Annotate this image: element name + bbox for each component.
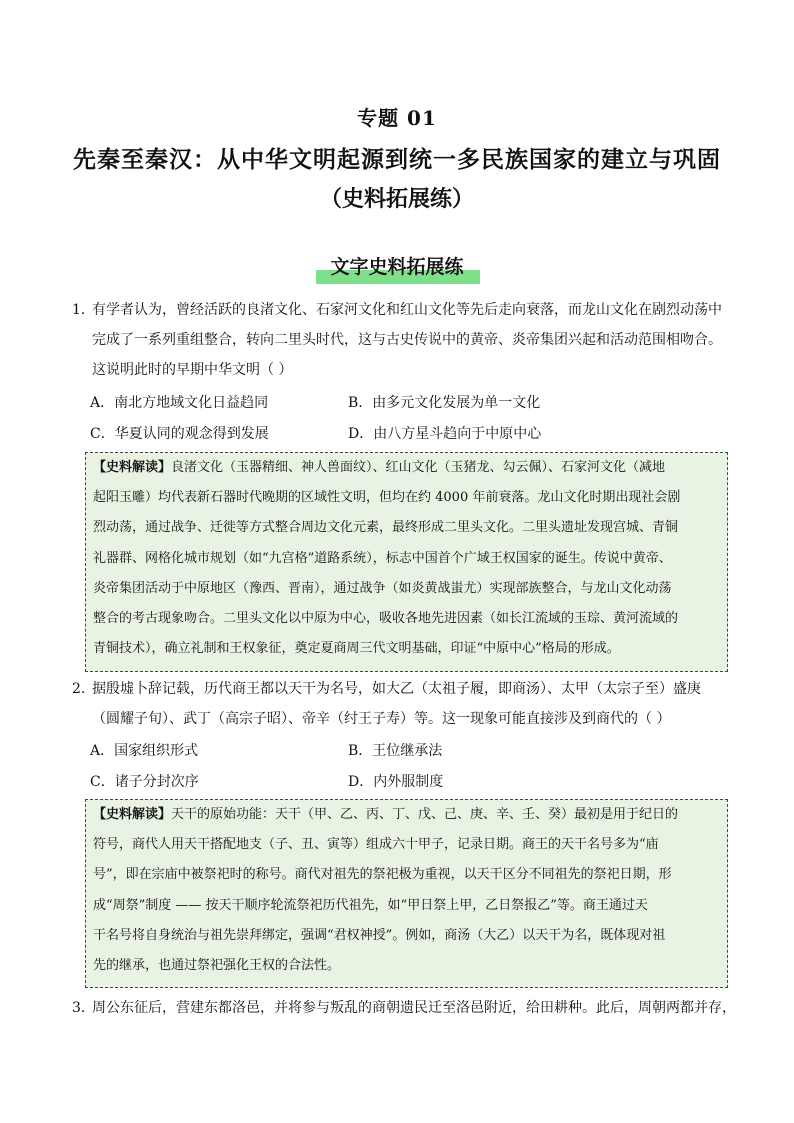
topic-number: 专题 01 [357, 106, 437, 130]
analysis-line: 炎帝集团活动于中原地区（豫西、晋南），通过战争（如炎黄战蚩尤）实现部族整合，与龙山文化动荡 [93, 580, 672, 596]
analysis-line: 礼器群、网格化城市规划（如“九宫格”道路系统），标志中国首个广域王权国家的诞生。传说中黄帝、 [93, 550, 672, 566]
stem-line: 完成了一系列重组整合，转向二里头时代，这与古史传说中的黄帝、炎帝集团兴起和活动范围相吻合。 [92, 332, 722, 348]
analysis-line: 整合的考古现象吻合。二里头文化以中原为中心，吸收各地先进因素（如长江流域的玉琮、黄河流域的 [93, 611, 679, 627]
question-2-options [90, 736, 690, 798]
option-b[interactable]: B．王位继承法 [348, 743, 443, 759]
question-number: 1． [72, 302, 95, 318]
analysis-line: 烈动荡，通过战争、迁徙等方式整合周边文化元素，最终形成二里头文化。二里头遗址发现宫城、青铜 [93, 520, 679, 536]
question-1-options [90, 388, 690, 450]
stem-line: 这说明此时的早期中华文明（ ） [92, 362, 293, 378]
analysis-tag: 【史料解读】 [93, 807, 172, 822]
option-row [90, 419, 690, 450]
stem-line: 周公东征后，营建东都洛邑，并将参与叛乱的商朝遗民迁至洛邑附近，给田耕种。此后，周朝两都并存， [92, 1000, 736, 1016]
question-3 [72, 993, 736, 1023]
question-number: 3． [72, 1000, 95, 1016]
option-d[interactable]: D．由八方星斗趋向于中原中心 [348, 426, 542, 442]
analysis-line [93, 800, 721, 830]
option-d[interactable]: D．内外服制度 [348, 774, 444, 790]
page-title: 先秦至秦汉：从中华文明起源到统一多民族国家的建立与巩固 [73, 147, 721, 173]
analysis-line: 成“周祭”制度 —— 按天干顺序轮流祭祀历代祖先，如“甲日祭上甲，乙日祭报乙”等。商王通过天 [93, 897, 648, 913]
question-1 [72, 295, 736, 385]
stem-line: 据殷墟卜辞记载，历代商王都以天干为名号，如大乙（太祖子履，即商汤）、太甲（太宗子至）盛庚 [92, 681, 701, 697]
analysis-line: 青铜技术），确立礼制和王权象征，奠定夏商周三代文明基础，印证“中原中心”格局的形成。 [93, 641, 620, 657]
option-row [90, 767, 690, 798]
question-stem [72, 674, 736, 734]
option-row [90, 388, 690, 419]
question-2-analysis [85, 799, 728, 988]
analysis-text: 天干的原始功能：天干（甲、乙、丙、丁、戊、己、庚、辛、壬、癸）最初是用于纪日的 [171, 807, 679, 822]
section-heading [320, 254, 473, 280]
question-stem [72, 295, 736, 385]
question-stem [72, 993, 736, 1023]
analysis-tag: 【史料解读】 [93, 460, 172, 475]
question-number: 2． [72, 681, 95, 697]
analysis-line: 先的继承，也通过祭祀强化王权的合法性。 [93, 958, 341, 974]
analysis-line [93, 453, 721, 483]
page-subtitle: （史料拓展练） [319, 187, 474, 212]
option-c[interactable]: C．诸子分封次序 [90, 774, 199, 790]
analysis-line: 干名号将自身统治与祖先崇拜绑定，强调“君权神授”。例如，商汤（大乙）以天干为名，既体现对祖 [93, 927, 666, 943]
question-2 [72, 674, 736, 734]
analysis-text: 良渚文化（玉器精细、神人兽面纹）、红山文化（玉猪龙、勾云佩）、石家河文化（减地 [171, 460, 666, 475]
option-c[interactable]: C．华夏认同的观念得到发展 [90, 426, 269, 442]
section-heading-text: 文字史料拓展练 [330, 256, 464, 278]
analysis-line: 符号，商代人用天干搭配地支（子、丑、寅等）组成六十甲子，记录日期。商王的天干名号多为“庙 [93, 837, 659, 853]
option-row [90, 736, 690, 767]
option-b[interactable]: B．由多元文化发展为单一文化 [348, 395, 541, 411]
stem-line: （圆耀子旬）、武丁（高宗子昭）、帝辛（纣王子寿）等。这一现象可能直接涉及到商代的（ ） [92, 711, 671, 727]
question-1-analysis [85, 452, 728, 672]
analysis-line: 号”，即在宗庙中被祭祀时的称号。商代对祖先的祭祀极为重视，以天干区分不同祖先的祭祀日期，形 [93, 867, 672, 883]
section-header [0, 254, 794, 280]
stem-line: 有学者认为，曾经活跃的良渚文化、石家河文化和红山文化等先后走向衰落，而龙山文化在剧烈动荡中 [92, 302, 722, 318]
option-a[interactable]: A．南北方地域文化日益趋同 [90, 395, 269, 411]
option-a[interactable]: A．国家组织形式 [90, 743, 199, 759]
analysis-line: 起阳玉雕）均代表新石器时代晚期的区域性文明，但均在约 4000 年前衰落。龙山文化时期出现社会剧 [93, 490, 681, 506]
